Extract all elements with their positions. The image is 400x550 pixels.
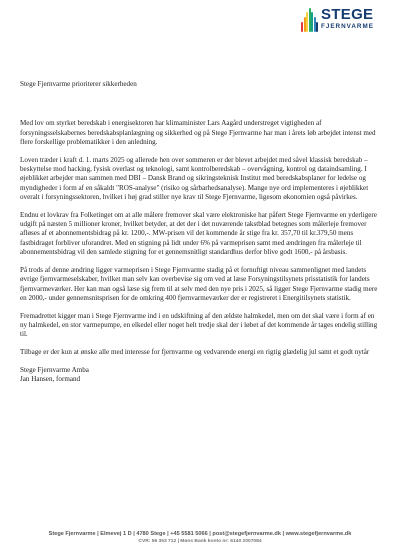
footer <box>0 530 400 545</box>
logo-bar <box>316 22 318 32</box>
paragraph: Med lov om styrket beredskab i energisektoren har klimaminister Lars Aagård understreget vigtigheden af forsyningsselskabernes beredskabsplanlægning og sikkerhed og på Stege Fjernvarme har man i årets løb arbejdet intenst med flere forskellige problematikker i den anledning. <box>20 119 376 146</box>
logo-bar <box>306 12 308 32</box>
paragraph: Endnu et lovkrav fra Folketinget om at alle målere fremover skal være elektroniske har påført Stege Fjernvarme en yderligere udgift på næsten 5 millioner kroner, hvilket betyder, at det der i det nuværende takstblad betegnes som målerleje fremover afløses af et abonnementsbidrag på kr. 1200,-. MW-prisen vil det kommende år stige fra kr. 357,70 til kr.379,50 mens fastbidraget forbliver uforandret. Med en stigning på lidt under 6% på varmeprisen samt med ændringen fra målerleje til abonnementsbidrag vil den samlede stigning for et gennemsnitligt standardhus derfor blive godt 1600,- på årsbasis. <box>20 210 377 257</box>
letter-body <box>20 80 382 385</box>
footer-contact-line: Stege Fjernvarme | Elmevej 1 D | 4780 Stege | +45 5581 5066 | post@stegefjernvarme.dk | www.stegefjernvarme.dk <box>48 531 352 537</box>
paragraph: På trods af denne ændring ligger varmeprisen i Stege Fjernvarme stadig på et fornuftigt niveau sammenlignet med landets øvrige fjernvarmeselskaber, hvilket man selv kan overbevise sig om ved at læse Forsyningstilsynets prisstatistik for landets fjernvarmeværker. Her kan man også læse sig frem til at selv med den nye pris i 2025, så ligger Stege Fjernvarme stadig mere en 2000,- under gennemsnitsprisen for de omkring 400 fjernvarmeværker der er registreret i Energitilsynets statistik. <box>20 265 378 302</box>
stege-fjernvarme-logo <box>301 6 391 34</box>
paragraph: Loven træder i kraft d. 1. marts 2025 og allerede hen over sommeren er der blevet arbejdet med såvel klassisk beredskab – beskyttelse mod hacking, fysisk overlast og teknologi, samt kontrolberedskab – overvågning, kontrol og dataindsamling. I øjeblikket arbejder man sammen med DBI – Dansk Brand og sikringsteknisk Institut med beredskabsplaner for ledelse og myndigheder i form af en såkaldt "ROS-analyse" (risiko og sårbarhedsanalyse). Mange nye ord implementeres i øjeblikket overalt i forsyningssektoren, hvilket i høj grad stiller nye krav til Stege Fjernvarme, ligesom økonomien også påvirkes. <box>20 155 369 201</box>
signature-name: Jan Hansen, formand <box>20 375 81 384</box>
paragraph: Tilbage er der kun at ønske alle med interesse for fjernvarme og vedvarende energi en rigtig glædelig jul samt et godt nytår <box>20 348 370 357</box>
letter-title: Stege Fjernvarme prioriterer sikkerheden <box>20 80 137 88</box>
footer-registration-line: CVR: 56 353 712 | Møns Bank konto nr: 6140 2007084 <box>138 539 262 544</box>
logo-bars-icon <box>301 8 319 32</box>
logo-wordmark: STEGE <box>321 6 374 23</box>
logo-bar <box>301 22 303 32</box>
signature-organization: Stege Fjernvarme Amba <box>20 366 89 375</box>
logo-subline: FJERNVARME <box>321 23 374 30</box>
paragraph: Fremadrettet kigger man i Stege Fjernvarme ind i en udskiftning af den ældste halmkedel, men om det skal være i form af en ny halmkedel, en stor varmepumpe, en elkedel eller noget helt tredje skal der i løbet af det kommende år tages endelig stilling til. <box>20 311 378 339</box>
logo-bar <box>311 12 313 32</box>
